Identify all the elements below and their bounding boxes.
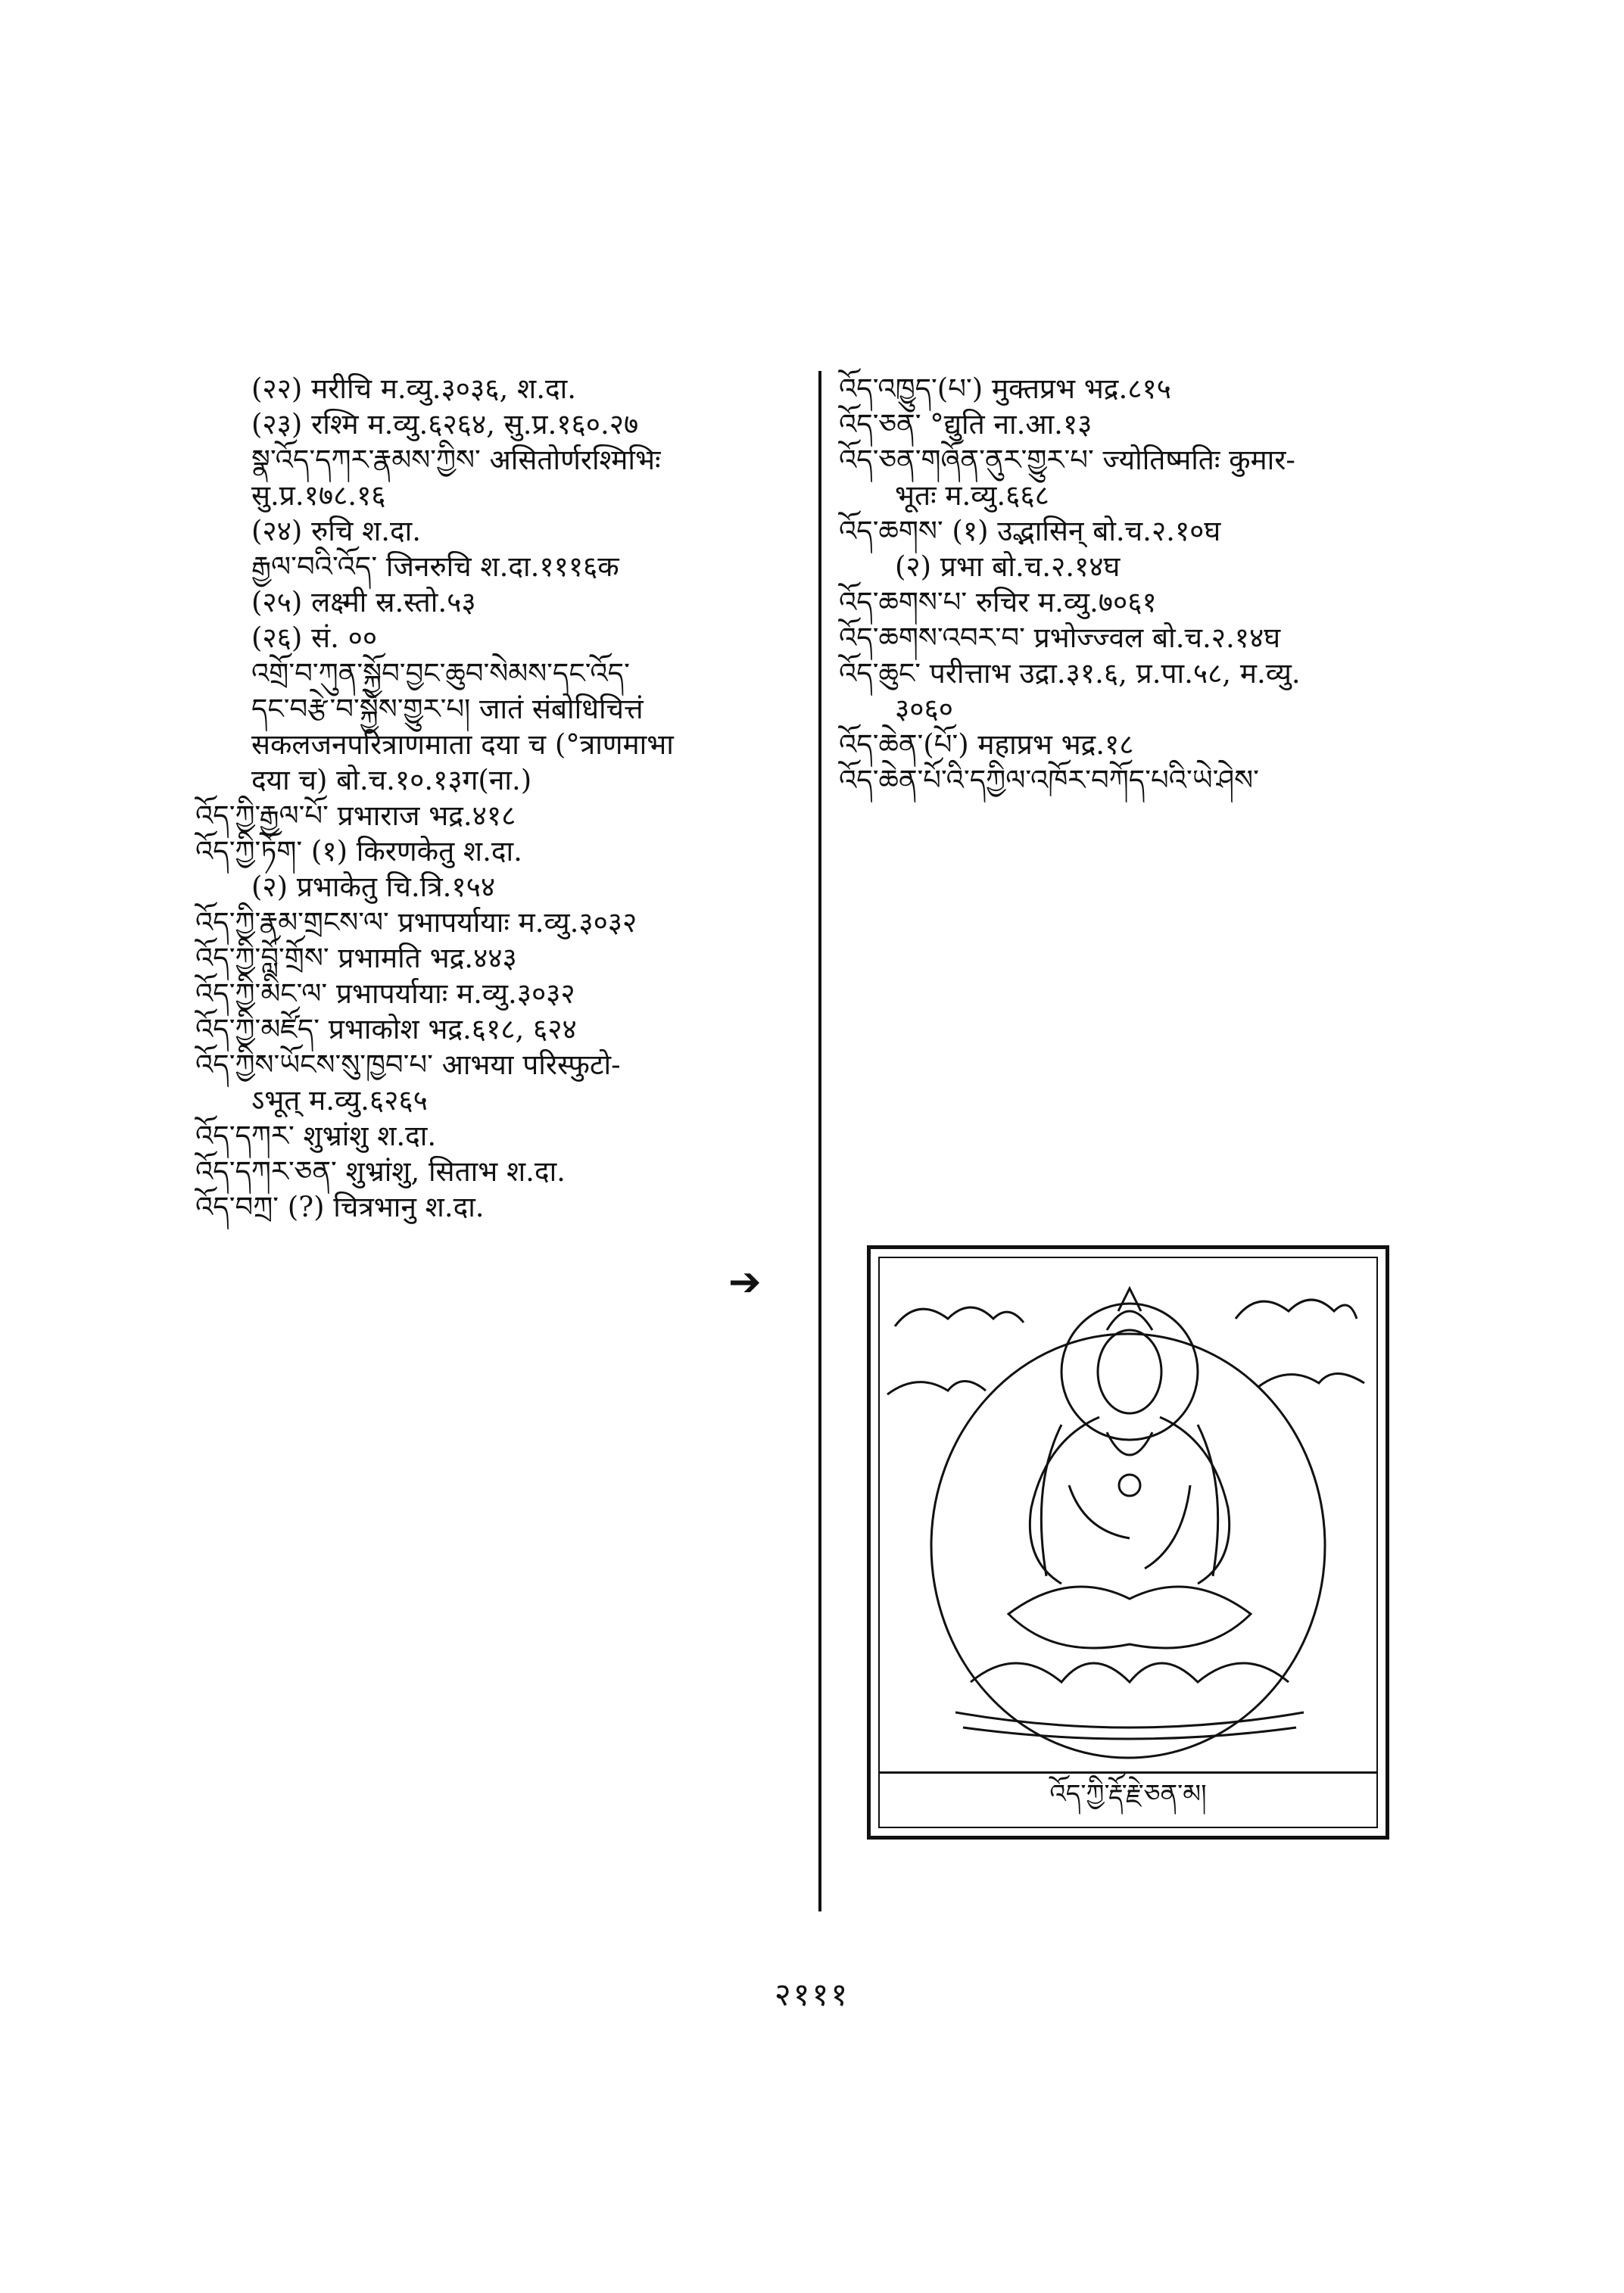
dictionary-entry-line: འོད་ཆགས་པ་ रुचिर म.व्यु.७०६१ — [839, 586, 1157, 618]
dictionary-entry-line: འོད་ཀྱི་མཛོད་ प्रभाकोश भद्र.६१८, ६२४ — [195, 1013, 577, 1045]
dictionary-entry-line: འོད་ཆུང་ परीत्ताभ उद्रा.३१.६, प्र.पा.५८, म.व्यु. — [839, 657, 1301, 690]
dictionary-entry-line: འོད་ཀྱི་ཏོག་ (१) किरणकेतु श.दा. — [195, 835, 522, 868]
dictionary-entry-line: ऽभूत् म.व्यु.६२६५ — [251, 1084, 428, 1117]
dictionary-entry-line: འོད་ཀྱི་རྣམ་གྲངས་ལ་ प्रभापर्यायाः म.व्यु.३०३२ — [195, 906, 637, 939]
column-divider — [818, 371, 821, 1911]
dictionary-entry-line: འོད་ཀྱིས་ཡོངས་སུ་ཁྱབ་པ་ आभया परिस्फुटो- — [195, 1048, 621, 1081]
dictionary-entry-line: འོད་འཁྱུད་(པ་) मुक्तप्रभ भद्र.८१५ — [839, 372, 1171, 405]
pointer-arrow-icon: ➔ — [728, 1260, 762, 1305]
dictionary-entry-line: दया च) बो.च.१०.१३ग(ना.) — [251, 764, 532, 796]
dictionary-entry-line: འོད་ཆེན་པོ་འི་དཀྱིལ་འཁོར་བཀོད་པའི་ཡེ་ཤེས་ — [839, 764, 1259, 796]
dictionary-entry-line: འོད་དཀར་ शुभ्रांशु श.दा. — [195, 1120, 437, 1152]
dictionary-entry-line: भूतः म.व्यु.६६८ — [895, 479, 1049, 512]
dictionary-entry-line: འགྲོ་བ་ཀུན་སྐྱོབ་བྱང་ཆུབ་སེམས་དང་འོད་ — [251, 657, 630, 690]
dictionary-entry-line: རྒྱལ་བའི་འོད་ जिनरुचि श.दा.१११६क — [251, 550, 619, 583]
dictionary-entry-line: འོད་ཆེན་(པོ་) महाप्रभ भद्र.१८ — [839, 728, 1134, 761]
dictionary-entry-line: (२६) सं. ०० — [251, 622, 378, 654]
dictionary-entry-line: (२) प्रभा बो.च.२.१४घ — [895, 550, 1121, 583]
dictionary-entry-line: འོད་ཅན་གཞོན་ནུར་གྱུར་པ་ ज्योतिष्मतिः कुमार- — [839, 444, 1295, 476]
dictionary-entry-line: (२२) मरीचि म.व्यु.३०३६, श.दा. — [251, 372, 576, 405]
dictionary-entry-line: དང་བརྩེ་བ་སྐྱེས་གྱུར་པ། जातं संबोधिचित्तं — [251, 693, 644, 725]
dictionary-entry-line: འོད་ཆགས་ (१) उद्भासिन् बो.च.२.१०घ — [839, 515, 1221, 547]
dictionary-entry-line: འོད་ཆགས་འབར་བ་ प्रभोज्ज्वल बो.च.२.१४घ — [839, 622, 1281, 654]
illustration-caption: འོད་ཀྱི་རྡོ་རྗེ་ཅན་མ། — [878, 1771, 1378, 1828]
dictionary-entry-line: སྣ་འོད་དཀར་རྣམས་ཀྱིས་ असितोर्णरश्मिभिः — [251, 444, 661, 476]
left-column — [195, 371, 801, 1225]
dictionary-entry-line: འོད་ཅན་ °द्युति ना.आ.१३ — [839, 408, 1093, 441]
dictionary-entry-line: འོད་བཀྲ་ (?) चित्रभानु श.दा. — [195, 1191, 485, 1223]
dictionary-entry-line: འོད་ཀྱི་རྒྱལ་པོ་ प्रभाराज भद्र.४१८ — [195, 799, 516, 832]
page-number: २१११ — [774, 1976, 850, 2013]
dictionary-entry-line: (२४) रुचि श.दा. — [251, 515, 421, 547]
dictionary-entry-line: सकलजनपरित्राणमाता दया च (°त्राणमाभा — [251, 728, 674, 761]
seated-bodhisattva-drawing — [880, 1258, 1376, 1773]
dictionary-entry-line: (२३) रश्मि म.व्यु.६२६४, सु.प्र.१६०.२७ — [251, 408, 639, 441]
dictionary-entry-line: सु.प्र.१७८.१६ — [251, 479, 386, 512]
dictionary-entry-line: འོད་དཀར་ཅན་ शुभ्रांशु, सिताभ श.दा. — [195, 1155, 566, 1188]
dictionary-entry-line: (२) प्रभाकेतु चि.त्रि.१५४ — [251, 871, 496, 903]
dictionary-entry-line: འོད་ཀྱི་མིང་ལ་ प्रभापर्यायाः म.व्यु.३०३२ — [195, 977, 575, 1010]
dictionary-entry-line: ३०६० — [895, 693, 953, 725]
dictionary-entry-line: འོད་ཀྱི་བློ་གྲོས་ प्रभामति भद्र.४४३ — [195, 942, 517, 974]
deity-illustration — [867, 1245, 1389, 1840]
right-column — [839, 371, 1384, 798]
dictionary-entry-line: (२५) लक्ष्मी स्र.स्तो.५३ — [251, 586, 476, 618]
